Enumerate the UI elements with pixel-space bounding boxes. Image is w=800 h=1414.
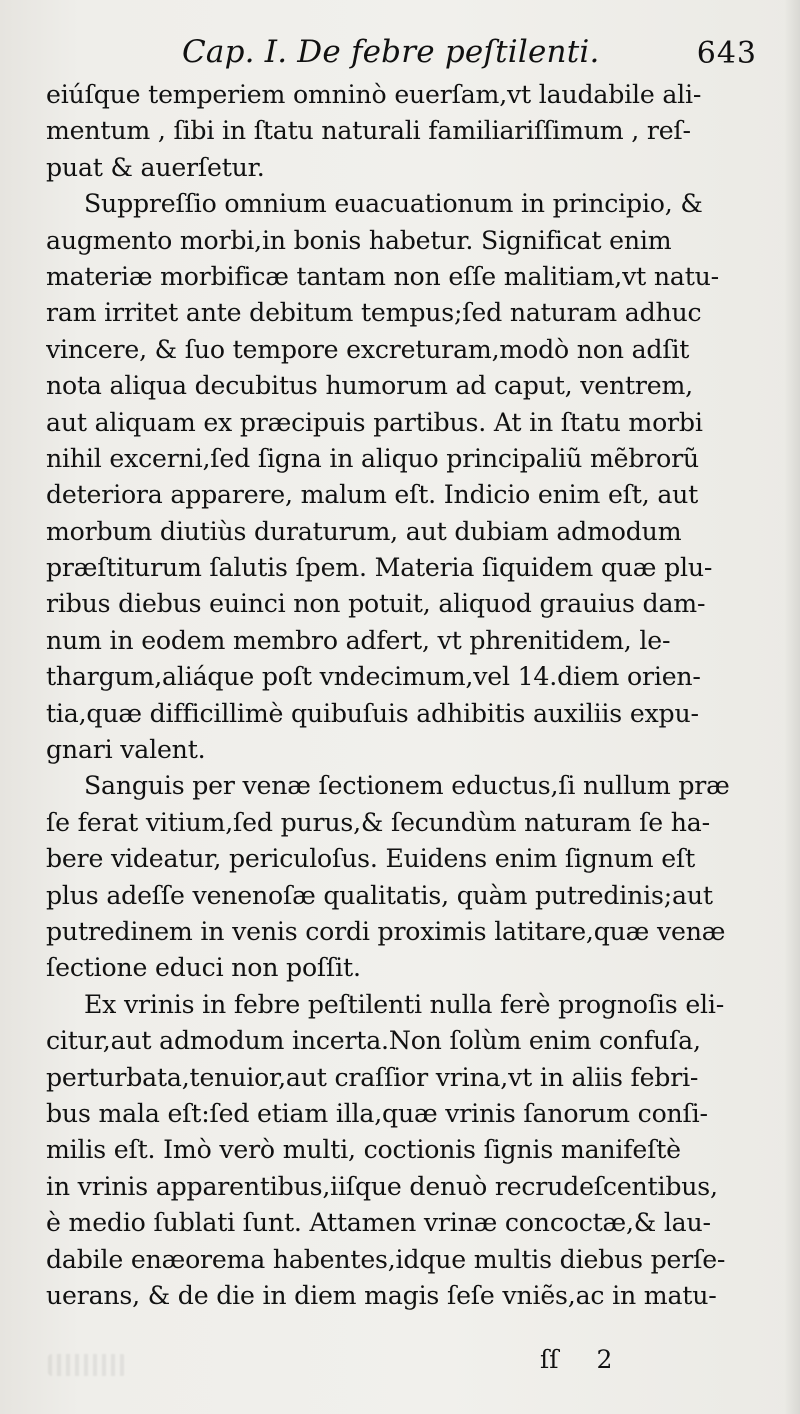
text-line: plus adeſſe venenoſæ qualitatis, quàm putredinis;aut: [46, 880, 713, 910]
text-line: mentum , ſibi in ſtatu naturali familiariſſimum , reſ-: [46, 116, 691, 146]
text-line: ſe ferat vitium,ſed purus,& ſecundùm naturam ſe ha-: [46, 807, 710, 837]
page-edge-shadow: [784, 0, 800, 1414]
text-line: è medio ſublati ſunt. Attamen vrinæ concoctæ,& lau-: [46, 1208, 711, 1238]
text-line: augmento morbi,in bonis habetur. Significat enim: [46, 225, 672, 255]
ink-bleed-through: [48, 1354, 126, 1376]
body-text: [46, 77, 756, 1314]
text-line: milis eſt. Imò verò multi, coctionis ſignis manifeſtè: [46, 1135, 681, 1165]
text-line: aut aliquam ex præcipuis partibus. At in ſtatu morbi: [46, 407, 703, 437]
text-line: nota aliqua decubitus humorum ad caput, ventrem,: [46, 371, 693, 401]
text-line: bere videatur, periculoſus. Euidens enim ſignum eſt: [46, 844, 696, 874]
catchword: ſſ: [540, 1345, 559, 1374]
text-line: Sanguis per venæ ſectionem eductus,ſi nullum præ: [84, 771, 730, 801]
text-line: putredinem in venis cordi proximis latitare,quæ venæ: [46, 916, 726, 946]
text-line: tia,quæ difficillimè quibuſuis adhibitis auxiliis expu-: [46, 698, 699, 728]
text-line: Suppreſſio omnium euacuationum in principio, &: [84, 189, 703, 219]
text-line: eiúſque temperiem omninò euerſam,vt laudabile ali-: [46, 80, 702, 109]
text-line: ſectione educi non poſſit.: [46, 953, 361, 983]
text-line: præſtiturum ſalutis ſpem. Materia ſiquidem quæ plu-: [46, 553, 713, 583]
text-line: puat & auerſetur.: [46, 152, 265, 182]
text-line: ram irritet ante debitum tempus;ſed naturam adhuc: [46, 298, 702, 328]
text-line: materiæ morbificæ tantam non eſſe malitiam,vt natu-: [46, 261, 719, 291]
page-header: [182, 34, 757, 79]
text-line: gnari valent.: [46, 735, 206, 765]
text-line: bus mala eſt:ſed etiam illa,quæ vrinis ſanorum conſi-: [46, 1098, 708, 1128]
running-head: Cap. I. De febre peſtilenti.: [182, 34, 600, 70]
text-line: vincere, & ſuo tempore excreturam,modò non adſit: [46, 334, 690, 364]
signature-mark: 2: [596, 1345, 613, 1374]
text-line: morbum diutiùs duraturum, aut dubiam admodum: [46, 516, 682, 546]
text-line: num in eodem membro adfert, vt phrenitidem, le-: [46, 625, 671, 655]
text-line: dabile enæorema habentes,idque multis diebus perſe-: [46, 1244, 726, 1274]
text-line: nihil excerni,ſed ſigna in aliquo principaliũ mẽbrorũ: [46, 443, 699, 473]
text-line: perturbata,tenuior,aut craſſior vrina,vt in aliis febri-: [46, 1062, 699, 1092]
text-line: ribus diebus euinci non potuit, aliquod grauius dam-: [46, 589, 706, 619]
text-line: thargum,aliáque poſt vndecimum,vel 14.diem orien-: [46, 662, 701, 692]
text-line: Ex vrinis in febre peſtilenti nulla ferè prognoſis eli-: [84, 989, 725, 1019]
text-line: deteriora apparere, malum eſt. Indicio enim eſt, aut: [46, 480, 699, 510]
page-number: 643: [696, 36, 757, 71]
text-line: in vrinis apparentibus,iiſque denuò recrudeſcentibus,: [46, 1171, 718, 1201]
page-footer: [540, 1345, 640, 1385]
text-line: citur,aut admodum incerta.Non ſolùm enim confuſa,: [46, 1026, 701, 1056]
text-line: uerans, & de die in diem magis ſeſe vniẽs,ac in matu-: [46, 1280, 717, 1310]
